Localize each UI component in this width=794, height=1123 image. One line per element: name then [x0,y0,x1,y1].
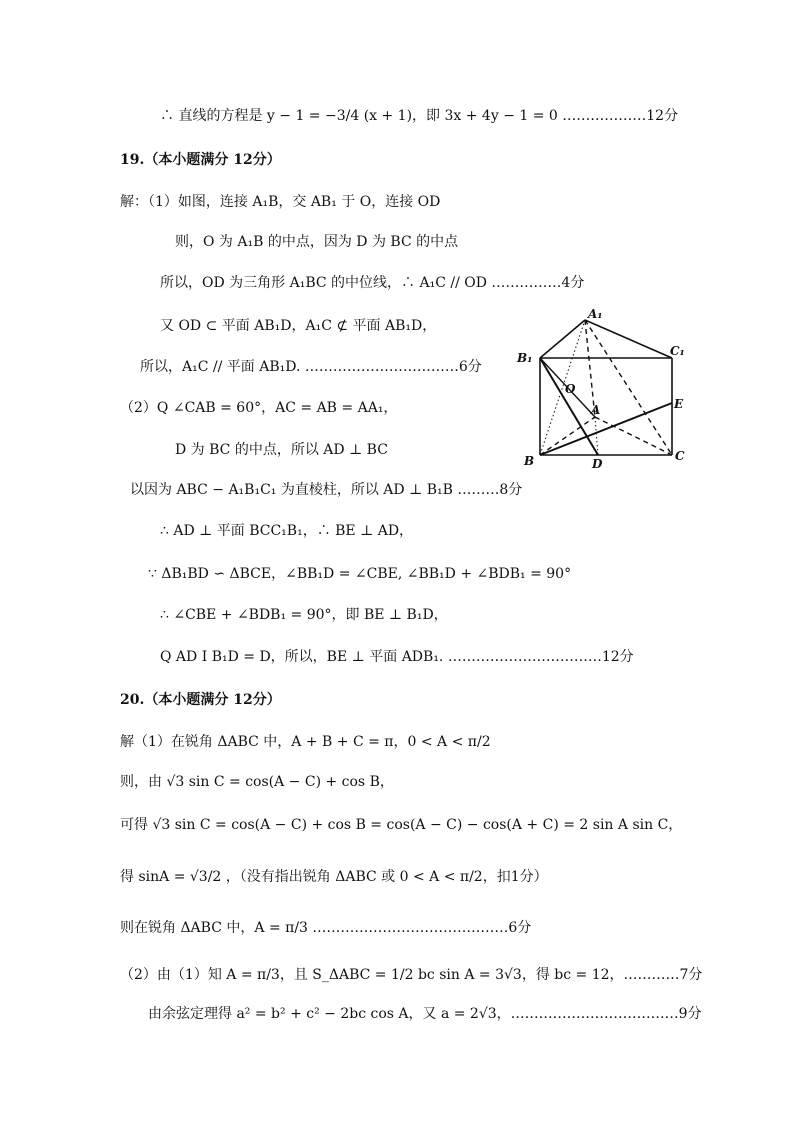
text-line: 则在锐角 ΔABC 中，A = π/3 ……………………………………6分 [120,920,532,936]
label-a1: A₁ [588,307,603,321]
dotted-a1-b [540,320,585,455]
text-line: 所以，OD 为三角形 A₁BC 的中位线，∴ A₁C // OD ……………4分 [160,275,585,291]
prism-figure [512,300,702,475]
text-line: 则，由 √3 sin C = cos(A − C) + cos B， [120,774,394,790]
text-line: （2）Q ∠CAB = 60°，AC = AB = AA₁， [120,400,398,416]
text-line: 由余弦定理得 a² = b² + c² − 2bc cos A，又 a = 2√3，………………………………9分 [148,1006,702,1022]
hidden-edge-a1-c [585,320,672,455]
text-line: ∴ 直线的方程是 y − 1 = −3/4 (x + 1)，即 3x + 4y − 1 = 0 ………………12分 [160,108,679,124]
text-line: ∵ ΔB₁BD ∽ ΔBCE，∠BB₁D = ∠CBE, ∠BB₁D + ∠BDB₁ = 90° [148,566,572,582]
section-heading-20: 20.（本小题满分 12分） [120,692,281,708]
text-line: 解（1）在锐角 ΔABC 中，A + B + C = π，0 < A < π/2 [120,734,491,750]
text-line: 可得 √3 sin C = cos(A − C) + cos B = cos(A − C) − cos(A + C) = 2 sin A sin C， [120,817,683,833]
text-line: Q AD I B₁D = D，所以，BE ⊥ 平面 ADB₁. ……………………………12分 [160,649,634,665]
text-line: 以因为 ABC − A₁B₁C₁ 为直棱柱，所以 AD ⊥ B₁B ………8分 [130,482,523,498]
text-line: 又 OD ⊂ 平面 AB₁D，A₁C ⊄ 平面 AB₁D， [160,318,437,334]
label-b: B [524,454,535,468]
label-c: C [675,449,685,463]
label-c1: C₁ [670,344,685,358]
text-line: 得 sinA = √3/2 ，（没有指出锐角 ΔABC 或 0 < A < π/2，扣1分） [120,869,548,885]
label-b1: B₁ [517,351,533,365]
edge-a1-c1 [585,320,672,358]
section-heading-19: 19.（本小题满分 12分） [120,152,281,168]
segment-b1-d [540,358,601,455]
label-a: A [591,403,601,417]
text-line: （2）由（1）知 A = π/3，且 S_ΔABC = 1/2 bc sin A = 3√3，得 bc = 12，…………7分 [120,967,703,983]
label-e: E [674,397,684,411]
segment-b-e [540,403,672,455]
text-line: ∴ AD ⊥ 平面 BCC₁B₁，∴ BE ⊥ AD， [160,523,414,539]
text-line: 解：（1）如图，连接 A₁B，交 AB₁ 于 O，连接 OD [120,194,441,210]
label-o: O [565,382,576,396]
text-line: 所以，A₁C // 平面 AB₁D. ……………………………6分 [140,359,482,375]
text-line: D 为 BC 的中点，所以 AD ⊥ BC [175,442,388,458]
text-line: 则，O 为 A₁B 的中点，因为 D 为 BC 的中点 [175,234,459,250]
text-line: ∴ ∠CBE + ∠BDB₁ = 90°，即 BE ⊥ B₁D， [160,607,448,623]
label-d: D [592,457,603,471]
